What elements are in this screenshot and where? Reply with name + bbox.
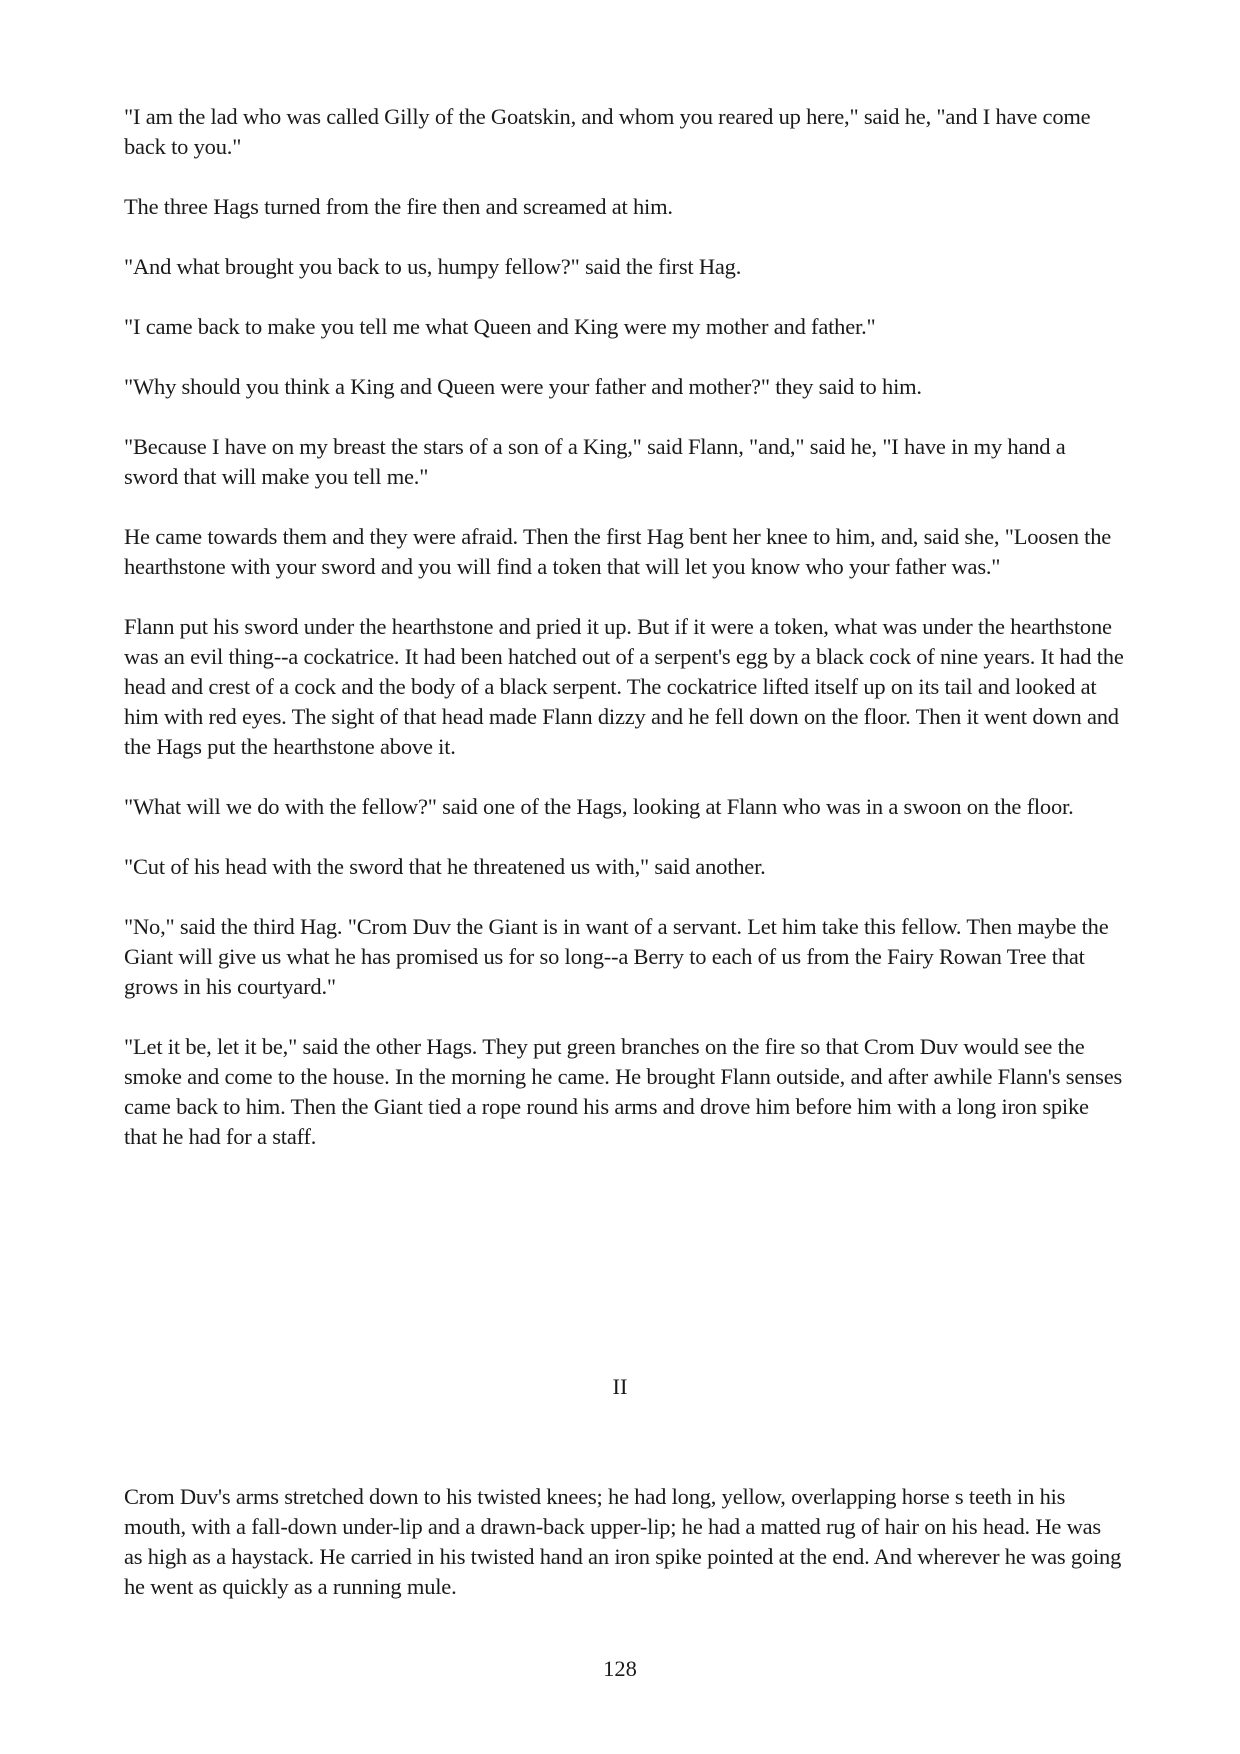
paragraph: "Let it be, let it be," said the other Hags. They put green branches on the fire so that Crom Duv would see the smoke and come to the house. In the morning he came. He brought Flann outside, and after awhile Flann's senses came back to him. Then the Giant tied a rope round his arms and drove him before him with a long iron spike that he had for a staff.	[124, 1034, 1123, 1149]
body-text-bottom	[124, 1482, 1124, 1632]
paragraph: "Cut of his head with the sword that he threatened us with," said another.	[124, 854, 766, 879]
page-number: 128	[603, 1656, 637, 1681]
paragraph: "Why should you think a King and Queen were your father and mother?" they said to him.	[124, 374, 922, 399]
paragraph: "And what brought you back to us, humpy fellow?" said the first Hag.	[124, 254, 742, 279]
paragraph: "What will we do with the fellow?" said one of the Hags, looking at Flann who was in a swoon on the floor.	[124, 794, 1074, 819]
section-heading: II	[612, 1374, 628, 1399]
paragraph: He came towards them and they were afraid. Then the first Hag bent her knee to him, and, said she, "Loosen the hearthstone with your sword and you will find a token that will let you know who your father was."	[124, 524, 1112, 579]
paragraph: "I came back to make you tell me what Queen and King were my mother and father."	[124, 314, 876, 339]
paragraph: "Because I have on my breast the stars of a son of a King," said Flann, "and," said he, "I have in my hand a sword that will make you tell me."	[124, 434, 1066, 489]
body-text-top	[124, 102, 1124, 1182]
paragraph: "No," said the third Hag. "Crom Duv the Giant is in want of a servant. Let him take this fellow. Then maybe the Giant will give us what he has promised us for so long--a Berry to each of us from the Fairy Rowan Tree that grows in his courtyard."	[124, 914, 1109, 999]
paragraph: Flann put his sword under the hearthstone and pried it up. But if it were a token, what was under the hearthstone was an evil thing--a cockatrice. It had been hatched out of a serpent's egg by a black cock of nine years. It had the head and crest of a cock and the body of a black serpent. The cockatrice lifted itself up on its tail and looked at him with red eyes. The sight of that head made Flann dizzy and he fell down on the floor. Then it went down and the Hags put the hearthstone above it.	[124, 614, 1124, 759]
paragraph: The three Hags turned from the fire then and screamed at him.	[124, 194, 673, 219]
paragraph: "I am the lad who was called Gilly of the Goatskin, and whom you reared up here," said he, "and I have come back to you."	[124, 104, 1091, 159]
paragraph: Crom Duv's arms stretched down to his twisted knees; he had long, yellow, overlapping horse s teeth in his mouth, with a fall-down under-lip and a drawn-back upper-lip; he had a matted rug of hair on his head. He was as high as a haystack. He carried in his twisted hand an iron spike pointed at the end. And wherever he was going he went as quickly as a running mule.	[124, 1484, 1122, 1599]
